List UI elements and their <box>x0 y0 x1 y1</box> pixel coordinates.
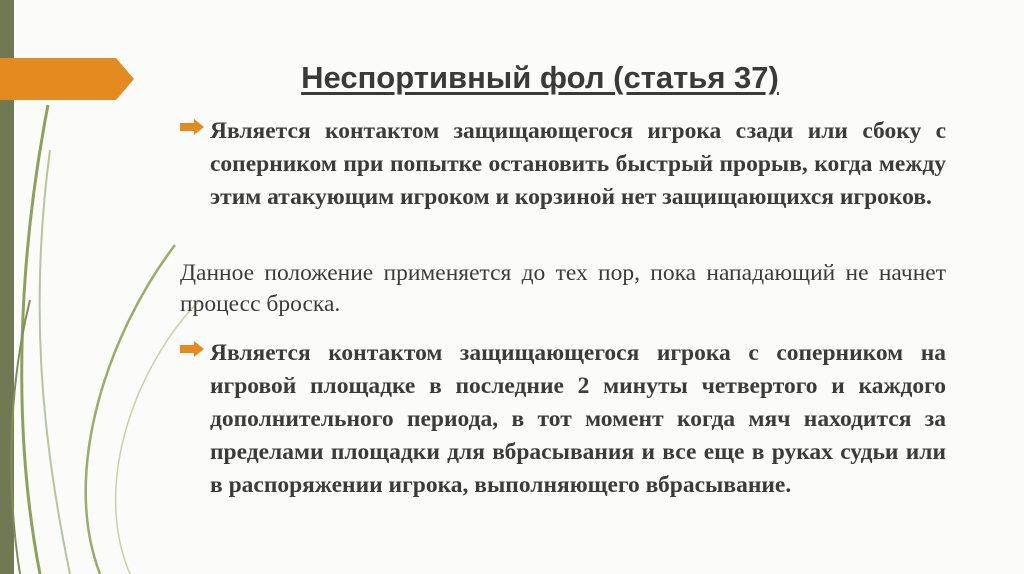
bullet-item-2 <box>180 337 946 502</box>
bullet-item-1 <box>180 115 946 214</box>
bullet-text: Является контактом защищающегося игрока сзади или сбоку с соперником при попытке остановить быстрый прорыв, когда между этим атакующим игроком и корзиной нет защищающихся игроков. <box>210 118 946 210</box>
slide-title: Неспортивный фол (статья 37) <box>301 60 779 95</box>
orange-arrow-tab <box>0 58 134 100</box>
arrow-right-icon <box>180 119 204 135</box>
arrow-right-icon <box>180 341 204 357</box>
bullet-text: Является контактом защищающегося игрока с соперником на игровой площадке в последние 2 минуты четвертого и каждого дополнительного периода, в тот момент когда мяч находится за пределами площадки для вбрасывания и все еще в руках судьи или в распоряжении игрока, выполняющего вбрасывание. <box>210 340 946 498</box>
body-paragraph: Данное положение применяется до тех пор, пока нападающий не начнет процесс броска. <box>180 260 946 317</box>
